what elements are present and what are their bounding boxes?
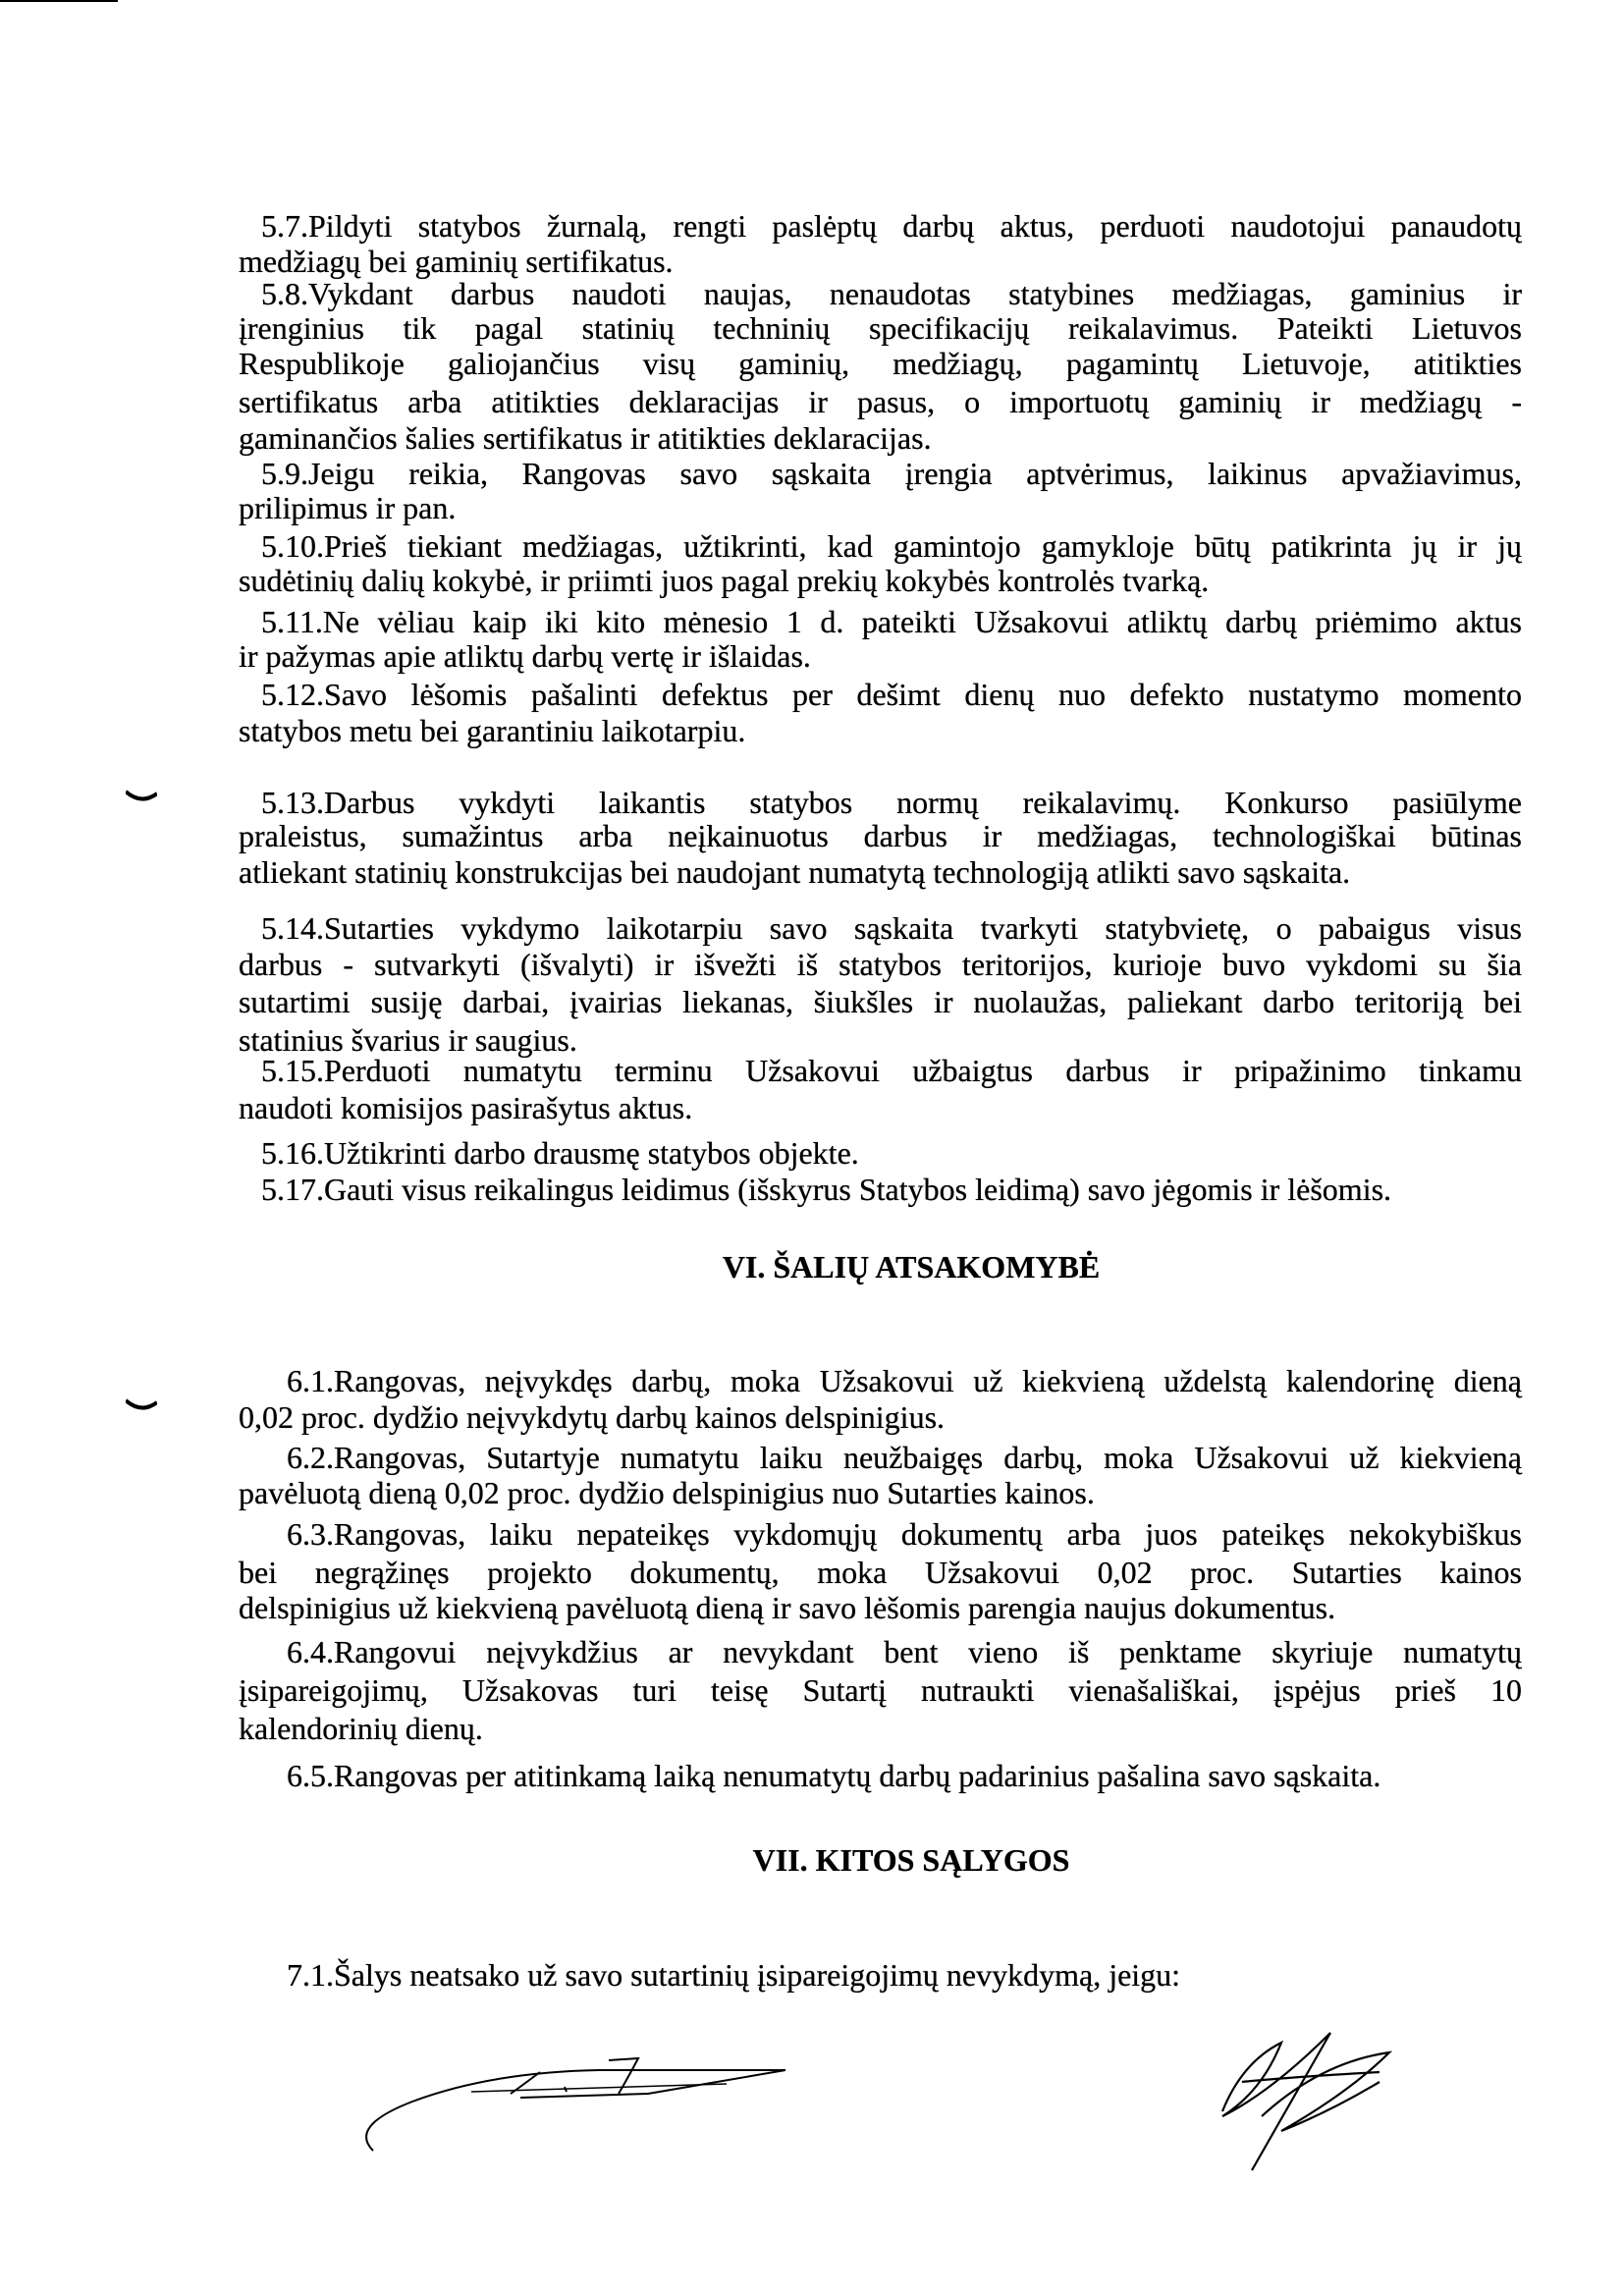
section-heading: VII. KITOS SĄLYGOS: [752, 1842, 1070, 1878]
clause-6-4-line: 6.4.Rangovui neįvykdžius ar nevykdant bent vieno iš penktame skyriuje numatytų: [287, 1634, 1522, 1669]
clause-5-14-line: sutartimi susiję darbai, įvairias liekanas, šiukšles ir nuolaužas, paliekant darbo teritoriją bei: [239, 984, 1522, 1019]
clause-5-10-line: 5.10.Prieš tiekiant medžiagas, užtikrinti, kad gamintojo gamykloje būtų patikrinta jų ir jų: [261, 528, 1522, 564]
clause-5-12-line: 5.12.Savo lėšomis pašalinti defektus per dešimt dienų nuo defekto nustatymo momento: [261, 677, 1522, 712]
clause-5-7-line: medžiagų bei gaminių sertifikatus.: [239, 244, 674, 279]
clause-5-14-line: 5.14.Sutarties vykdymo laikotarpiu savo sąskaita tvarkyti statybvietę, o pabaigus visus: [261, 910, 1522, 946]
clause-5-15-line: 5.15.Perduoti numatytu terminu Užsakovui užbaigtus darbus ir pripažinimo tinkamu: [261, 1053, 1522, 1088]
clause-6-3-line: bei negrąžinęs projekto dokumentų, moka Užsakovui 0,02 proc. Sutarties kainos: [239, 1555, 1522, 1590]
clause-5-11-line: 5.11.Ne vėliau kaip iki kito mėnesio 1 d. pateikti Užsakovui atliktų darbų priėmimo aktus: [261, 604, 1522, 639]
clause-5-9-line: prilipimus ir pan.: [239, 490, 457, 525]
signature-right: [1203, 2023, 1399, 2180]
clause-5-9-line: 5.9.Jeigu reikia, Rangovas savo sąskaita įrengia aptvėrimus, laikinus apvažiavimus,: [261, 456, 1522, 491]
clause-5-8-line: Respublikoje galiojančius visų gaminių, medžiagų, pagamintų Lietuvoje, atitikties: [239, 346, 1522, 381]
clause-5-14-line: darbus - sutvarkyti (išvalyti) ir išvežti iš statybos teritorijos, kurioje buvo vykdomi su šia: [239, 947, 1522, 982]
clause-5-10-line: sudėtinių dalių kokybė, ir priimti juos pagal prekių kokybės kontrolės tvarką.: [239, 563, 1210, 598]
clause-5-13-line: atliekant statinių konstrukcijas bei naudojant numatytą technologiją atlikti savo sąskaita.: [239, 854, 1351, 890]
clause-5-8-line: 5.8.Vykdant darbus naudoti naujas, nenaudotas statybines medžiagas, gaminius ir: [261, 276, 1522, 311]
clause-7-1-line: 7.1.Šalys neatsako už savo sutartinių įsipareigojimų nevykdymą, jeigu:: [287, 1957, 1181, 1993]
clause-6-1-line: 0,02 proc. dydžio neįvykdytų darbų kainos delspinigius.: [239, 1399, 946, 1435]
clause-5-7-line: 5.7.Pildyti statybos žurnalą, rengti paslėptų darbų aktus, perduoti naudotojui panaudotų: [261, 208, 1522, 244]
clause-6-5-line: 6.5.Rangovas per atitinkamą laiką nenumatytų darbų padarinius pašalina savo sąskaita.: [287, 1758, 1381, 1793]
clause-6-3-line: delspinigius už kiekvieną pavėluotą dieną ir savo lėšomis parengia naujus dokumentus.: [239, 1590, 1336, 1625]
clause-6-2-line: pavėluotą dieną 0,02 proc. dydžio delspinigius nuo Sutarties kainos.: [239, 1475, 1095, 1510]
clause-6-4-line: įsipareigojimų, Užsakovas turi teisę Sutartį nutraukti vienašališkai, įspėjus prieš 10: [239, 1672, 1522, 1708]
margin-mark-icon: [126, 790, 157, 803]
clause-5-8-line: įrenginius tik pagal statinių techninių specifikacijų reikalavimus. Pateikti Lietuvos: [239, 310, 1522, 346]
clause-5-13-line: 5.13.Darbus vykdyti laikantis statybos normų reikalavimų. Konkurso pasiūlyme: [261, 785, 1522, 820]
clause-6-4-line: kalendorinių dienų.: [239, 1711, 483, 1746]
clause-6-2-line: 6.2.Rangovas, Sutartyje numatytu laiku neužbaigęs darbų, moka Užsakovui už kiekvieną: [287, 1440, 1522, 1475]
clause-5-12-line: statybos metu bei garantiniu laikotarpiu.: [239, 713, 746, 748]
clause-5-15-line: naudoti komisijos pasirašytus aktus.: [239, 1090, 693, 1125]
clause-6-3-line: 6.3.Rangovas, laiku nepateikęs vykdomųjų dokumentų arba juos pateikęs nekokybiškus: [287, 1516, 1522, 1552]
clause-5-16-line: 5.16.Užtikrinti darbo drausmę statybos objekte.: [261, 1135, 859, 1171]
clause-5-11-line: ir pažymas apie atliktų darbų vertę ir išlaidas.: [239, 638, 811, 674]
clause-5-13-line: praleistus, sumažintus arba neįkainuotus darbus ir medžiagas, technologiškai būtinas: [239, 818, 1522, 853]
section-heading: VI. ŠALIŲ ATSAKOMYBĖ: [722, 1249, 1101, 1285]
clause-5-14-line: statinius švarius ir saugius.: [239, 1022, 577, 1058]
clause-6-1-line: 6.1.Rangovas, neįvykdęs darbų, moka Užsakovui už kiekvieną uždelstą kalendorinę dieną: [287, 1363, 1522, 1398]
margin-mark-icon: [126, 1398, 157, 1412]
clause-5-17-line: 5.17.Gauti visus reikalingus leidimus (išskyrus Statybos leidimą) savo jėgomis ir lėšomis.: [261, 1172, 1392, 1207]
clause-5-8-line: sertifikatus arba atitikties deklaracijas ir pasus, o importuotų gaminių ir medžiagų -: [239, 384, 1522, 419]
scan-edge-line: [0, 0, 118, 2]
clause-5-8-line: gaminančios šalies sertifikatus ir atitikties deklaracijas.: [239, 420, 932, 456]
signature-left: [353, 2033, 805, 2156]
